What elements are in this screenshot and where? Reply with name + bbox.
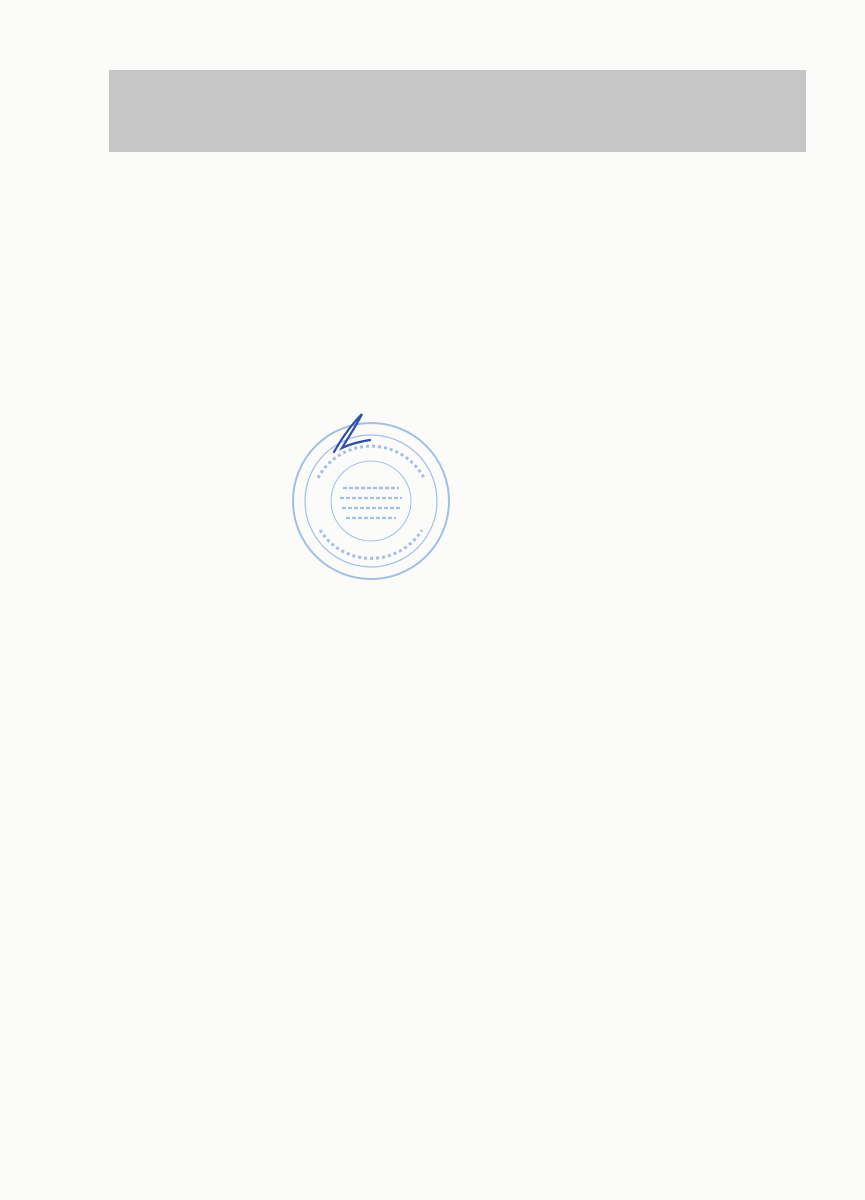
header-row [109,70,806,129]
signature-icon [328,408,376,458]
column-number-row [109,129,806,152]
